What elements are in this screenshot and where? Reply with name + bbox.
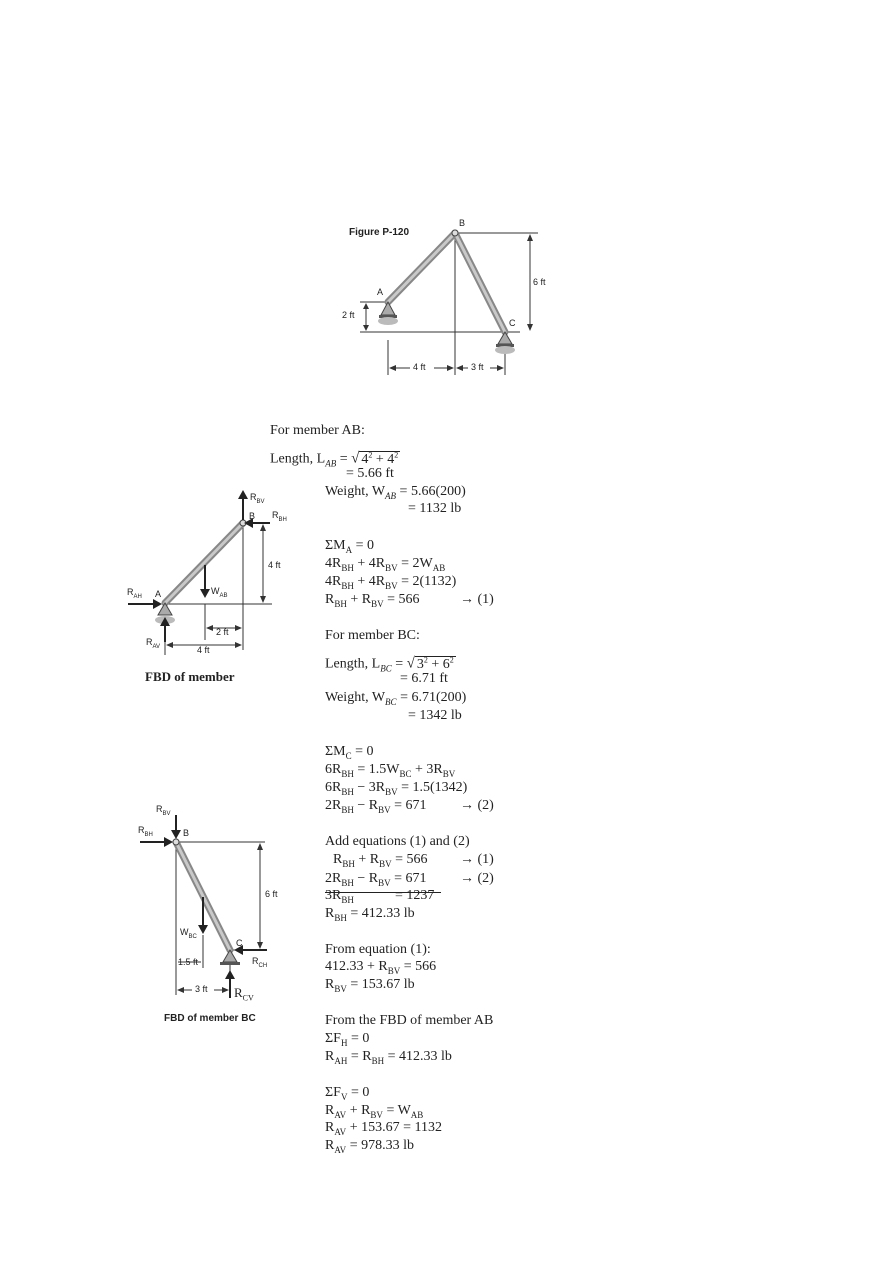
fv-eq-2: $R_{AV} + R_{BV} = W_{AB}$ [325,1103,424,1120]
fbd-bc-dim-3ft: 3 ft [195,984,208,994]
add-eq-2: $2R_{BH} - R_{BV} = 671$ [325,870,441,893]
fv-eq-3: $R_{AV} + 153.67 = 1132$ [325,1120,442,1137]
mc-eq-4-tag: → (2) [460,798,494,813]
ma-eq-4-tag: → (1) [460,592,494,607]
label-b: B [459,218,466,228]
figure-caption: Figure P-120 [349,227,410,238]
fbd-bc-support [223,950,237,962]
fbd-bc-rbv: $R_{BV}$ [156,804,171,817]
mc-eq-4: $2R_{BH} - R_{BV} = 671$ [325,798,427,815]
bc-heading: For member BC: [325,628,420,643]
dim-6ft-label: 6 ft [533,277,546,287]
dim-4ft-label: 4 ft [413,362,426,372]
fbd-ab-rbv: $R_{BV}$ [250,492,265,505]
fbd-bc-caption: FBD of member BC [164,1013,256,1024]
label-a: A [377,287,384,297]
fbd-ab-label-b: B [249,511,256,521]
ma-eq-3: $4R_{BH} + 4R_{BV} = 2(1132)$ [325,574,457,591]
fbd-ab-rav: $R_{AV}$ [146,637,161,650]
fbd-bc-dim-15ft: 1.5 ft [178,957,199,967]
eq1-line-2: $R_{BV} = 153.67$ lb [325,977,415,994]
fbd-ab-rbh: $R_{BH}$ [272,510,287,523]
add-eq-4: $R_{BH} = 412.33$ lb [325,906,415,923]
bc-weight-value: = 1342 lb [408,708,462,723]
fbd-bc-label-b: B [183,828,190,838]
eq1-line-1: $412.33 + R_{BV} = 566$ [325,959,437,976]
fbd-ab-caption: FBD of member [145,669,235,684]
ab-weight-eq: Weight, $W_{AB} = 5.66(200)$ [325,484,466,501]
ma-eq-2: $4R_{BH} + 4R_{BV} = 2W_{AB}$ [325,556,446,573]
fbd-ab-dim-2ft: 2 ft [216,627,229,637]
ab-weight-value: = 1132 lb [408,501,462,516]
fh-eq-1: $\Sigma F_H = 0$ [325,1031,370,1048]
fbd-ab-dim-4ft-horiz: 4 ft [197,645,210,655]
mc-eq-2: $6R_{BH} = 1.5W_{BC} + 3R_{BV}$ [325,762,456,779]
fbd-bc-dim-6ft: 6 ft [265,889,278,899]
fv-eq-4: $R_{AV} = 978.33$ lb [325,1138,414,1155]
ab-length-eq: Length, $L_{AB}$ = √ $4^2 + 4^2$ [270,450,399,469]
bc-weight-eq: Weight, $W_{BC} = 6.71(200)$ [325,690,467,707]
add-eq-3: $3R_{BH}$ [325,888,354,905]
add-eq-3-value: = 1237 [395,888,435,903]
fh-eq-2: $R_{AH} = R_{BH} = 412.33$ lb [325,1049,452,1066]
fbd-bc-rch: $R_{CH}$ [252,956,268,969]
ma-eq-4: $R_{BH} + R_{BV} = 566$ [325,592,420,609]
ma-eq-1: $\Sigma M_A = 0$ [325,538,375,555]
fbd-bc-wbc: $W_{BC}$ [180,927,197,940]
dim-3ft-label: 3 ft [471,362,484,372]
fbd-ab-dim-4ft-vert: 4 ft [268,560,281,570]
label-c: C [509,318,516,328]
fbd-bc-rcv: $R_{CV}$ [234,985,254,1003]
dim-2ft-label: 2 ft [342,310,355,320]
add-eq-1: $R_{BH} + R_{BV} = 566$ [333,852,428,869]
fbd-ab-rah: $R_{AH}$ [127,587,142,600]
eq1-heading: From equation (1): [325,942,431,957]
bc-length-value: = 6.71 ft [400,671,448,686]
fbd-bc-rbh: $R_{BH}$ [138,825,153,838]
add-eq-2-tag: → (2) [460,871,494,886]
ab-length-value: = 5.66 ft [346,466,394,481]
fbd-ab-label-a: A [155,589,162,599]
add-eq-1-tag: → (1) [460,852,494,867]
fbd-bc-label-c: C [236,938,243,948]
bc-length-eq: Length, $L_{BC}$ = √ $3^2 + 6^2$ [325,655,454,674]
ab-heading: For member AB: [270,423,365,438]
mc-eq-3: $6R_{BH} - 3R_{BV} = 1.5(1342)$ [325,780,468,797]
fbd-ab-wab: $W_{AB}$ [211,586,228,599]
add-heading: Add equations (1) and (2) [325,834,470,849]
mc-eq-1: $\Sigma M_C = 0$ [325,744,374,761]
fv-eq-1: $\Sigma F_V = 0$ [325,1085,370,1102]
fbd-heading: From the FBD of member AB [325,1013,494,1028]
